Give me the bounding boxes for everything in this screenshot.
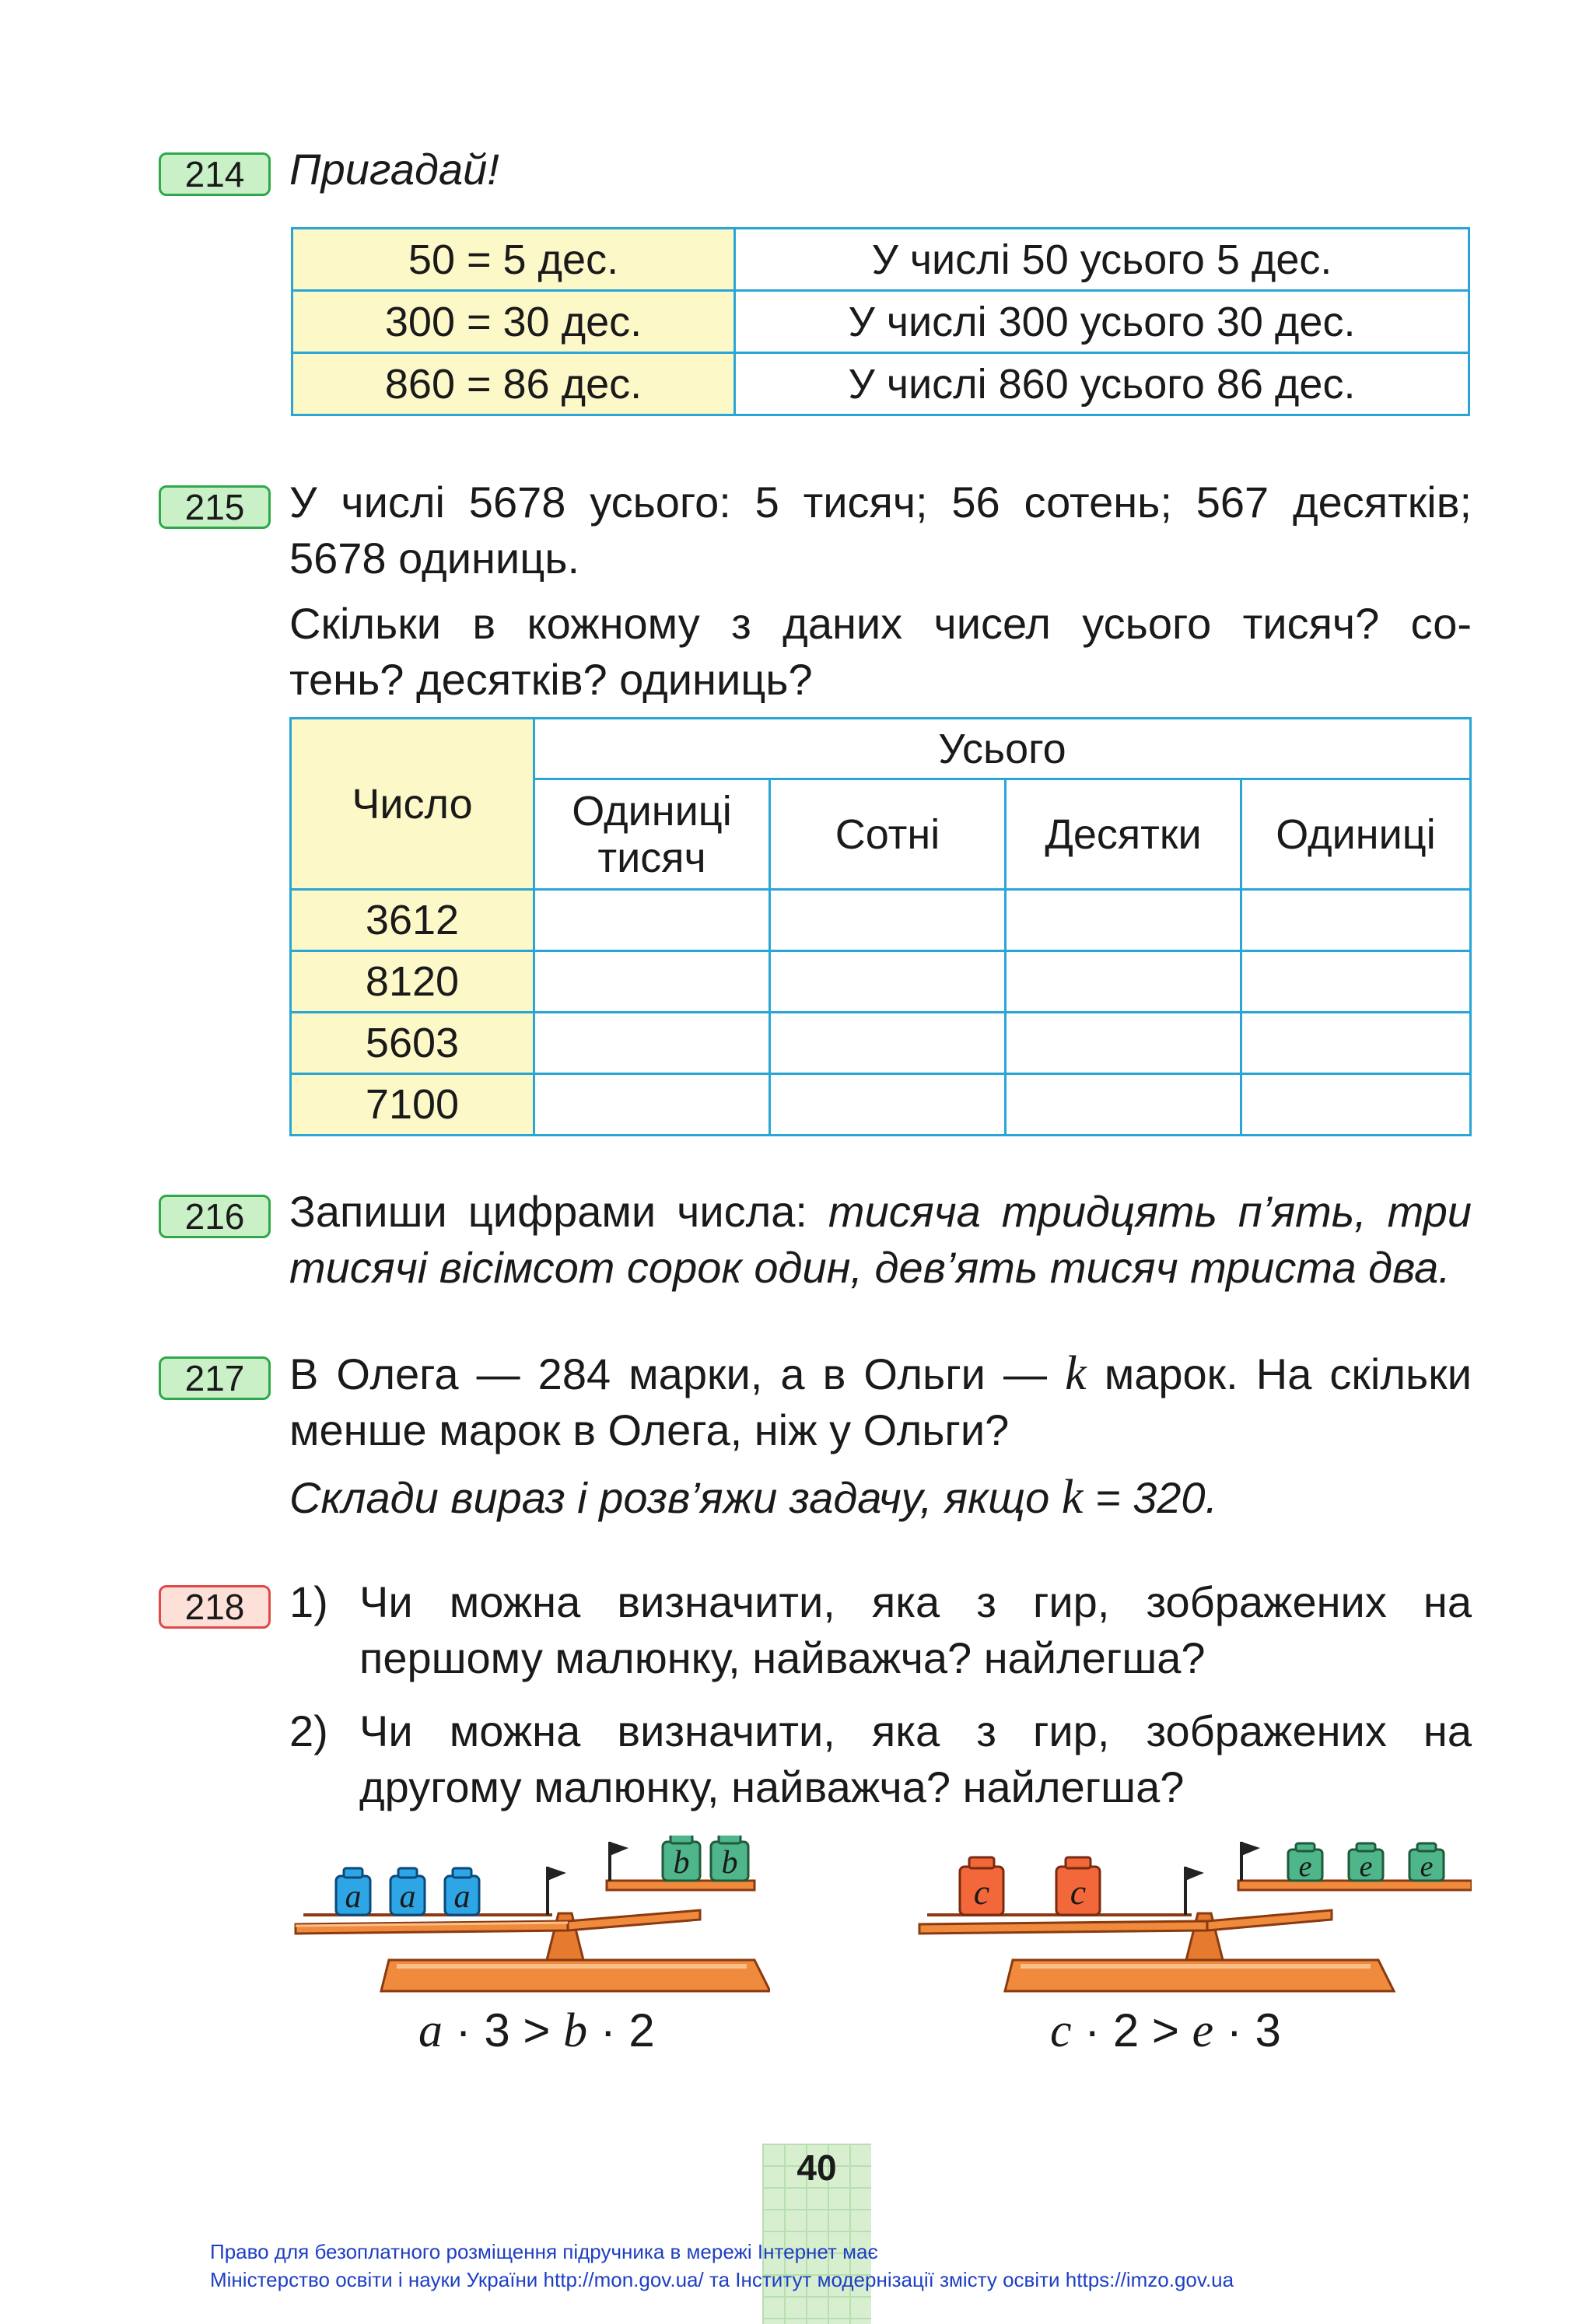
- table-row: [292, 353, 1469, 415]
- text-span: В Олега — 284 марки, а в Ольги —: [289, 1349, 1047, 1398]
- table-cell: У числі 50 усього 5 дес.: [735, 229, 1469, 291]
- task-216-text: [289, 1184, 1472, 1296]
- number-cell: 5603: [291, 1013, 534, 1074]
- number-cell: 3612: [291, 890, 534, 951]
- header-line: Одиниці: [572, 787, 732, 835]
- text-line: Скільки в кожному з даних чисел усього тисяч? со-: [289, 599, 1472, 648]
- table-cell: 50 = 5 дес.: [292, 229, 735, 291]
- text-line: другому малюнку, найважча? найлегша?: [359, 1762, 1185, 1811]
- scale-illustration-2: [912, 1836, 1472, 2007]
- weight-label-e-1: e: [1298, 1850, 1312, 1883]
- item-body: [359, 1574, 1472, 1686]
- answer-cell: [770, 1013, 1006, 1074]
- column-header-tens: Десятки: [1006, 779, 1241, 890]
- answer-cell: [534, 1074, 770, 1136]
- task-218-text: [289, 1574, 1472, 1815]
- answer-cell: [1006, 951, 1241, 1013]
- task-214-table: [291, 227, 1470, 416]
- table-row: [291, 890, 1471, 951]
- column-header-ones: Одиниці: [1241, 779, 1471, 890]
- answer-cell: [534, 1013, 770, 1074]
- item-number: 1): [289, 1577, 328, 1626]
- task-216-badge: 216: [159, 1195, 271, 1238]
- answer-cell: [1241, 890, 1471, 951]
- weight-label-a-3: a: [453, 1879, 471, 1915]
- answer-cell: [1006, 890, 1241, 951]
- number-cell: 8120: [291, 951, 534, 1013]
- text-line: [289, 1469, 1472, 1526]
- answer-cell: [770, 951, 1006, 1013]
- weight-label-e-3: e: [1420, 1850, 1434, 1883]
- table-row: [292, 291, 1469, 353]
- task-218-badge: 218: [159, 1585, 271, 1629]
- formula-2: [1050, 2004, 1281, 2059]
- table-cell: У числі 300 усього 30 дес.: [735, 291, 1469, 353]
- page-number: 40: [796, 2147, 837, 2188]
- task-217-text: [289, 1346, 1472, 1526]
- task-215-badge: 215: [159, 485, 271, 529]
- answer-cell: [1006, 1013, 1241, 1074]
- table-cell: 860 = 86 дес.: [292, 353, 735, 415]
- text-line: тень? десятків? одиниць?: [289, 655, 813, 704]
- task-217-badge: 217: [159, 1356, 271, 1400]
- task-214-title: Пригадай!: [289, 145, 499, 194]
- column-header-hundreds: Сотні: [770, 779, 1006, 890]
- weight-label-b-2: b: [721, 1845, 738, 1881]
- table-row: [291, 1074, 1471, 1136]
- answer-cell: [1241, 1013, 1471, 1074]
- list-item: [289, 1574, 1472, 1686]
- table-cell: У числі 860 усього 86 дес.: [735, 353, 1469, 415]
- formula-op: · 3 >: [455, 2004, 551, 2056]
- column-header-thousands: [534, 779, 770, 890]
- weight-label-a-1: a: [345, 1879, 362, 1915]
- text-line: тисячі вісімсот сорок один, дев’ять тисяч триста два.: [289, 1243, 1451, 1292]
- text-span-italic: тисяча тридцять п’ять, три: [828, 1187, 1472, 1236]
- answer-cell: [770, 1074, 1006, 1136]
- answer-cell: [534, 890, 770, 951]
- weight-label-e-2: e: [1359, 1850, 1373, 1883]
- formula-var: a: [418, 2004, 443, 2057]
- formula-op: · 2 >: [1084, 2004, 1179, 2056]
- answer-cell: [770, 890, 1006, 951]
- text-span: Запиши цифрами числа:: [289, 1187, 807, 1236]
- task-214-badge: 214: [159, 152, 271, 196]
- text-span: марок. На скільки: [1104, 1349, 1472, 1398]
- text-line: 5678 одиниць.: [289, 534, 580, 583]
- weight-label-a-2: a: [399, 1879, 416, 1915]
- item-number: 2): [289, 1706, 328, 1755]
- task-215-table: [289, 717, 1472, 1136]
- variable-k: k: [1065, 1347, 1087, 1400]
- answer-cell: [1241, 1074, 1471, 1136]
- table-row: [291, 1013, 1471, 1074]
- list-item: [289, 1703, 1472, 1815]
- formula-var: b: [563, 2004, 588, 2057]
- table-row: [291, 951, 1471, 1013]
- footer-line-1: Право для безоплатного розміщення підручника в мережі Інтернет має: [210, 2240, 878, 2263]
- answer-cell: [1006, 1074, 1241, 1136]
- answer-cell: [534, 951, 770, 1013]
- header-line: тисяч: [597, 834, 706, 881]
- text-span: = 320.: [1094, 1473, 1218, 1522]
- table-cell: 300 = 30 дес.: [292, 291, 735, 353]
- table-row: [292, 229, 1469, 291]
- item-body: [359, 1703, 1472, 1815]
- weight-label-c-1: c: [973, 1872, 990, 1912]
- formula-var: c: [1050, 2004, 1072, 2057]
- number-cell: 7100: [291, 1074, 534, 1136]
- text-line: У числі 5678 усього: 5 тисяч; 56 сотень; 567 десятків;: [289, 478, 1472, 527]
- scale-illustration-1: [288, 1836, 770, 2007]
- text-line: [289, 1184, 1472, 1240]
- text-line: [289, 1346, 1472, 1402]
- column-group-header: Усього: [534, 719, 1471, 779]
- text-line: першому малюнку, найважча? найлегша?: [359, 1633, 1206, 1682]
- text-line: Чи можна визначити, яка з гир, зображених на: [359, 1577, 1472, 1626]
- text-line: менше марок в Олега, ніж у Ольги?: [289, 1405, 1010, 1454]
- answer-cell: [1241, 951, 1471, 1013]
- footer-line-2: Міністерство освіти і науки України http://mon.gov.ua/ та Інститут модернізації змісту освіти https://imzo.gov.ua: [210, 2268, 1234, 2291]
- weight-label-c-2: c: [1070, 1872, 1087, 1912]
- text-line: Чи можна визначити, яка з гир, зображених на: [359, 1706, 1472, 1755]
- column-header-number: Число: [291, 719, 534, 890]
- table-header-row: [291, 719, 1471, 779]
- task-215-text: [289, 474, 1472, 708]
- formula-1: [418, 2004, 655, 2059]
- variable-k: k: [1061, 1471, 1084, 1524]
- formula-op: · 3: [1226, 2004, 1281, 2056]
- weight-label-b-1: b: [673, 1845, 690, 1881]
- formula-op: · 2: [600, 2004, 655, 2056]
- formula-var: e: [1192, 2004, 1214, 2057]
- text-span: Склади вираз і розв’яжи задачу, якщо: [289, 1473, 1050, 1522]
